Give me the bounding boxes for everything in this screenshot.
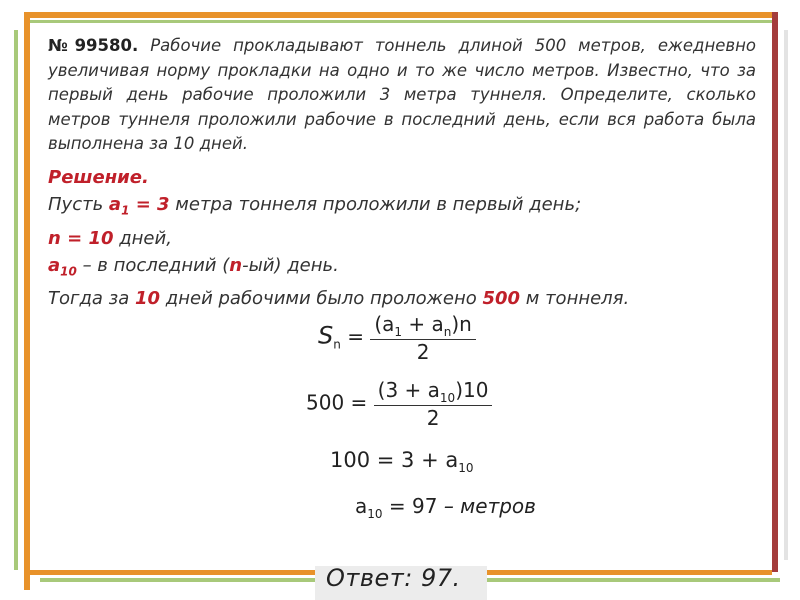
f4-tail: – метров (437, 494, 536, 518)
formula-sum (318, 312, 476, 364)
formula-substitution (306, 378, 492, 430)
f2-lhs: 500 = (306, 390, 368, 415)
solution-line-1 (48, 191, 768, 225)
formula-simplified (330, 448, 474, 475)
line4-days: 10 (135, 288, 161, 310)
f4-eq: = 97 (382, 494, 438, 518)
solution-heading: Решение. (48, 167, 149, 188)
line3-post: -ый) день. (242, 254, 339, 276)
f4-sub: 10 (367, 507, 383, 521)
frame-right-red (772, 12, 778, 572)
f1-denominator: 2 (416, 340, 430, 364)
line4-post: м тоннеля. (520, 288, 630, 310)
frame-right-grey (784, 30, 788, 560)
frame-left-orange (24, 12, 30, 590)
problem-text: Рабочие прокладывают тоннель длиной 500 метров, ежедневно увеличивая норму прокладки на одно и то же число метров. Известно, что за первый день рабочие проложили 3 метра туннеля. Определите, сколько метров туннеля проложили рабочие в последний день, если вся работа была выполнена за 10 дней. (48, 36, 756, 153)
answer-text: Ответ: 97. (326, 564, 461, 592)
line1-post: метра тоннеля проложили в первый день; (169, 194, 582, 215)
line4-total: 500 (482, 288, 521, 310)
frame-left-green (14, 30, 18, 570)
line1-pre: Пусть (48, 194, 109, 215)
line2-var: n = 10 (48, 227, 114, 249)
f1-numerator: $(a_1 + a_n)n$ (370, 312, 476, 340)
line3-mid: – в последний ( (76, 254, 230, 276)
solution-line-4 (48, 285, 768, 312)
formula-result (355, 494, 536, 521)
line3-var: $a_{10}$ (48, 254, 77, 279)
problem-number: №99580. (48, 36, 139, 55)
line3-n: n (229, 254, 243, 276)
solution-block (48, 164, 768, 312)
f1-lhs-sub: n (333, 337, 341, 352)
f2-fraction (374, 378, 493, 430)
f2-numerator: $(3 + a_{10})10$ (374, 378, 493, 406)
f1-lhs: S (318, 321, 334, 350)
line2-post: дней, (113, 227, 172, 249)
solution-line-2 (48, 225, 768, 252)
f2-denominator: 2 (426, 406, 440, 430)
line4-pre: Тогда за (48, 288, 135, 310)
frame-top-green (30, 20, 772, 23)
solution-line-3 (48, 252, 768, 286)
frame-top-orange (30, 12, 772, 18)
line1-var: $a_1 = 3$ (108, 194, 170, 218)
f3-text: 100 = 3 + a (330, 448, 459, 472)
f4-lhs: a (355, 494, 368, 518)
f1-equals: = (347, 324, 364, 349)
problem-statement (48, 34, 756, 157)
line4-mid: дней рабочими было проложено (160, 288, 483, 310)
f3-sub: 10 (458, 461, 474, 476)
f1-fraction (370, 312, 476, 364)
